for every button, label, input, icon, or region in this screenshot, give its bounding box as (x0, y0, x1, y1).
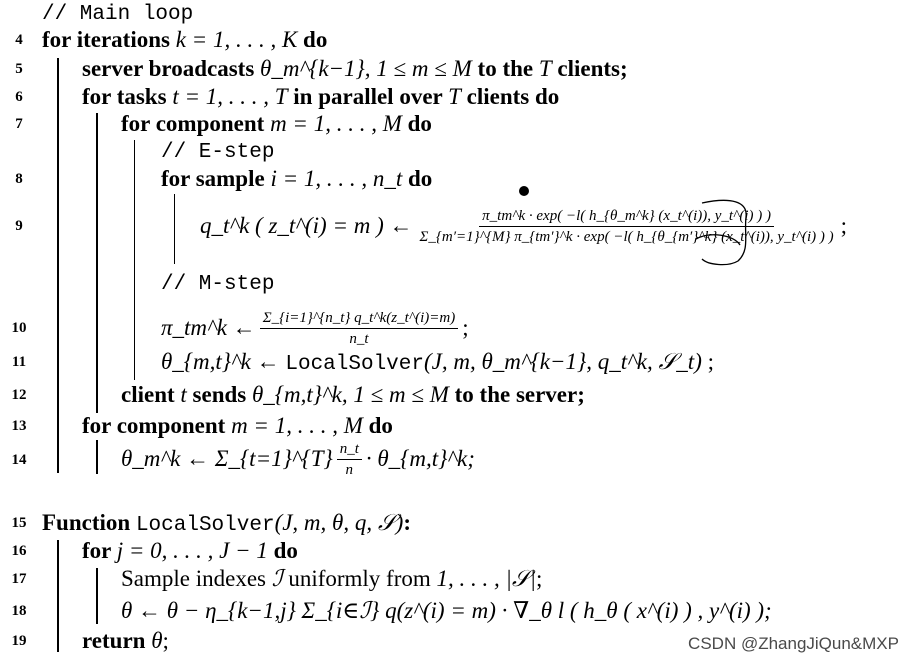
math: θ_{m,t}^k, 1 ≤ m ≤ M (252, 382, 449, 407)
line-4 (42, 27, 327, 53)
keyword: do (401, 111, 432, 136)
keyword: do (267, 538, 298, 563)
line-5 (82, 56, 628, 82)
line-16 (82, 538, 298, 564)
line-6 (82, 84, 559, 110)
block-bar-aggregate (96, 440, 98, 474)
math: T (538, 56, 552, 81)
math: i = 1, . . . , n_t (270, 166, 403, 191)
line-10 (161, 304, 469, 352)
math: m = 1, . . . , M (270, 111, 402, 136)
line-number-8: 8 (15, 171, 23, 187)
math: θ_{m,t}^k ← (161, 349, 286, 374)
line-18 (121, 598, 772, 624)
math: θ (151, 628, 163, 653)
annotation-dot (519, 186, 529, 196)
line-number-6: 6 (15, 89, 23, 105)
keyword: clients; (551, 56, 628, 81)
fraction-denominator: Σ_{m′=1}^{M} π_{tm′}^k · exp( −l( h_{θ_{m′}^k} (x_t^(i)), y_t^(i) ) ) (419, 228, 834, 245)
mixture-weight-fraction (260, 309, 459, 348)
keyword: for (82, 538, 117, 563)
line-number-16: 16 (11, 543, 27, 559)
line-number-12: 12 (11, 387, 27, 403)
keyword: do (362, 413, 393, 438)
block-bar-parallel (96, 113, 98, 413)
line-number-4: 4 (15, 32, 23, 48)
line-19 (82, 628, 169, 654)
function-name: LocalSolver (135, 514, 275, 537)
math-lhs: q_t^k ( z_t^(i) = m ) ← (200, 213, 413, 238)
line-14 (121, 438, 475, 480)
fraction-numerator: π_tm^k · exp( −l( h_{θ_m^k} (x_t^(i)), y_t^(i) ) ) (479, 207, 774, 227)
line-number-13: 13 (11, 418, 27, 434)
line-number-19: 19 (11, 633, 27, 649)
keyword: do (297, 27, 328, 52)
comment-m-step: // M-step (161, 273, 275, 296)
text: Sample indexes (121, 566, 272, 591)
math: k = 1, . . . , K (175, 27, 298, 52)
math: (J, m, θ_m^{k−1}, q_t^k, 𝒮_t) (423, 349, 702, 374)
line-number-18: 18 (11, 603, 27, 619)
fraction-numerator: Σ_{i=1}^{n_t} q_t^k(z_t^(i)=m) (260, 309, 459, 329)
keyword: for sample (161, 166, 271, 191)
text: uniformly from (282, 566, 437, 591)
line-number-14: 14 (11, 452, 27, 468)
aggregation-weight-fraction (337, 440, 362, 479)
keyword: return (82, 628, 152, 653)
line-end: ; (535, 566, 543, 591)
keyword: to the (471, 56, 539, 81)
keyword: : (403, 510, 411, 535)
keyword: client (121, 382, 181, 407)
keyword: Function (42, 510, 136, 535)
block-bar-inner-loop (96, 568, 98, 624)
line-number-7: 7 (15, 116, 23, 132)
math: t = 1, . . . , T (172, 84, 288, 109)
block-bar-component (134, 140, 135, 380)
line-number-15: 15 (11, 515, 27, 531)
keyword: in parallel over (287, 84, 449, 109)
line-number-11: 11 (11, 354, 27, 370)
line-12 (121, 382, 585, 408)
line-8 (161, 166, 432, 192)
math: m = 1, . . . , M (231, 413, 363, 438)
math: t (180, 382, 187, 407)
line-number-5: 5 (15, 61, 23, 77)
line-end: ; (840, 213, 848, 238)
keyword: clients do (460, 84, 560, 109)
line-end: ; (462, 315, 469, 340)
block-bar-sample (174, 194, 175, 264)
line-number-9: 9 (15, 218, 23, 234)
keyword: for tasks (82, 84, 173, 109)
block-bar-function (57, 540, 59, 652)
keyword: for iterations (42, 27, 176, 52)
math: θ ← θ − η_{k−1,j} Σ_{i∈ℐ} q(z^(i) = m) · ∇_θ l ( h_θ ( x^(i) ) , y^(i) ); (121, 598, 772, 623)
fraction-numerator: n_t (337, 440, 362, 460)
math: θ_m^{k−1}, 1 ≤ m ≤ M (260, 56, 472, 81)
math: 1, . . . , |𝒮| (436, 566, 536, 591)
annotation-scribble (690, 195, 770, 275)
line-7 (121, 111, 432, 137)
block-bar-outer (57, 58, 59, 473)
line-end: ; (162, 628, 169, 653)
function-name: LocalSolver (285, 353, 424, 376)
math-lhs: π_tm^k ← (161, 315, 256, 340)
fraction-denominator: n (345, 461, 354, 478)
keyword: sends (186, 382, 252, 407)
keyword: to the server; (448, 382, 585, 407)
line-15 (42, 510, 411, 539)
fraction-denominator: n_t (349, 330, 369, 347)
comment-e-step: // E-step (161, 141, 275, 164)
math: j = 0, . . . , J − 1 (116, 538, 268, 563)
math-lhs: θ_m^k ← Σ_{t=1}^{T} (121, 446, 333, 471)
line-end: ; (701, 349, 714, 374)
comment-main-loop: // Main loop (42, 3, 194, 26)
math: T (448, 84, 461, 109)
math: (J, m, θ, q, 𝒮) (274, 510, 404, 535)
math: ℐ (271, 566, 283, 591)
line-number-10: 10 (11, 320, 27, 336)
watermark: CSDN @ZhangJiQun&MXP (688, 634, 899, 653)
keyword: for component (121, 111, 271, 136)
line-number-17: 17 (11, 571, 27, 587)
line-17 (121, 566, 542, 592)
keyword: server broadcasts (82, 56, 261, 81)
posterior-fraction (417, 207, 837, 246)
line-11 (161, 349, 714, 378)
keyword: do (402, 166, 433, 191)
line-13 (82, 413, 393, 439)
math: · θ_{m,t}^k; (365, 446, 475, 471)
keyword: for component (82, 413, 232, 438)
